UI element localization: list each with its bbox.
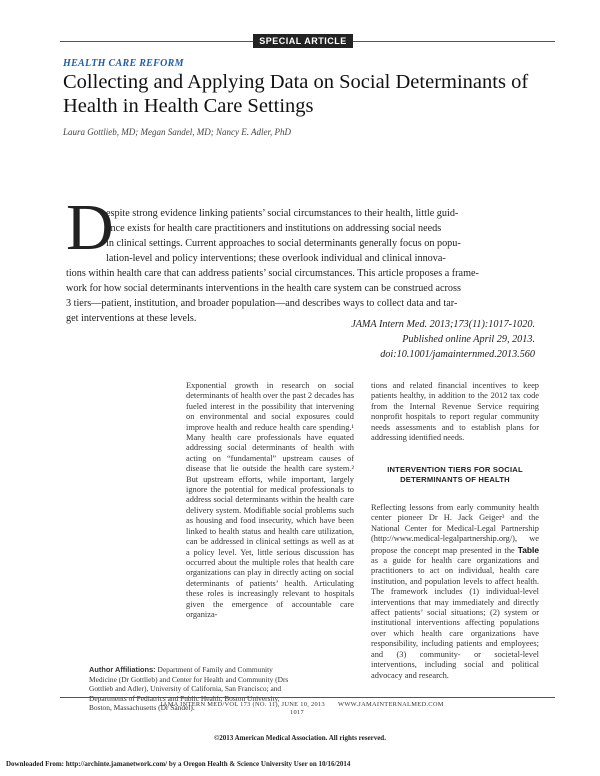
download-notice: Downloaded From: http://archinte.jamanetwork.com/ by a Oregon Health & Science University User on 10/16/2014: [6, 760, 351, 768]
article-type-banner: SPECIAL ARTICLE: [253, 34, 353, 48]
body-paragraph: Exponential growth in research on social determinants of health over the past 2 decades has fueled interest in the possibility that intervening on environmental and social exposures could improve health and reduce health care spending.¹ Many health care professionals have equated addressing social determinants of health with acting on “fundamental” upstream causes of disease that lie outside the health care system.² But upstream efforts, while important, largely ignore the potential for medical professionals to address social determinants within the health care delivery system. Modifiable social problems such as housing and food insecurity, which have been linked to health status and health care utilization, can be addressed in clinical settings as well as at a policy level. Yet, little serious discussion has occurred about the multiple roles that health care organizations can play in directly acting on social determinants of patients’ health. Articulating these roles is increasingly relevant to hospitals given the emergence of accountable care organiza-: [186, 381, 354, 619]
affiliations-text: Department of Family and Community Medicine (Dr Gottlieb) and Center for Health and Community (Drs Gottlieb and Adler), University of California, San Francisco; and Departments of Pediatrics and Public Health, Boston University, Boston, Massachusetts (Dr Sandel).: [89, 665, 289, 713]
footer-url[interactable]: WWW.JAMAINTERNALMED.COM: [338, 701, 444, 708]
section-heading: INTERVENTION TIERS FOR SOCIAL DETERMINANTS OF HEALTH: [387, 465, 523, 484]
citation-line: doi:10.1001/jamainternmed.2013.560: [380, 349, 535, 360]
abstract-line: tions within health care that can address patients’ social circumstances. This article proposes a frame-: [66, 268, 479, 279]
abstract-line: work for how social determinants interventions in the health care system can be construed across: [66, 283, 461, 294]
footer-rule: [60, 697, 555, 698]
abstract-line: espite strong evidence linking patients’ social circumstances to their health, little guid-: [106, 208, 459, 219]
page-number: 1017: [290, 709, 304, 716]
citation-line: Published online April 29, 2013.: [402, 334, 535, 345]
footer-journal-info: JAMA INTERN MED/VOL 173 (NO. 11), JUNE 10, 2013: [160, 701, 326, 708]
table-reference-link[interactable]: Table: [517, 544, 539, 555]
abstract-line: lation-level and policy interventions; these overlook individual and clinical innova-: [106, 253, 446, 264]
body-column-1: [186, 381, 354, 620]
body-column-2: [371, 381, 539, 443]
abstract-line: get interventions at these levels.: [66, 313, 197, 324]
body-paragraph: tions and related financial incentives to keep patients healthy, in addition to the 2012 tax code from the Internal Revenue Service requiring nonprofit hospitals to report regular community needs assessments and to establish plans for addressing identified needs.: [371, 381, 539, 443]
body-column-2-continued: [371, 503, 539, 681]
article-title: Collecting and Applying Data on Social Determinants of Health in Health Care Settings: [63, 71, 529, 117]
abstract-line: 3 tiers—patient, institution, and broader population—and describes ways to collect data and tar-: [66, 298, 458, 309]
author-list: Laura Gottlieb, MD; Megan Sandel, MD; Nancy E. Adler, PhD: [63, 127, 292, 137]
abstract-dropcap: D: [66, 191, 114, 264]
affiliations-label: Author Affiliations:: [89, 665, 156, 674]
section-label: HEALTH CARE REFORM: [63, 58, 184, 69]
paragraph-text: Reflecting lessons from early community health center pioneer Dr H. Jack Geiger³ and the National Center for Medical-Legal Partnership (http://www.medical-legalpartnership.org/), we propose the concept map presented in the: [371, 503, 539, 555]
abstract-line: in clinical settings. Current approaches to social determinants generally focus on popu-: [106, 238, 461, 249]
body-paragraph: [371, 503, 539, 681]
paragraph-text: as a guide for health care organizations and practitioners to act on individual, health care institution, and population levels to affect health. The framework includes (1) individual-level interventions that may immediately and directly affect patients’ social situations; (2) system or institutional interventions affecting populations over which health care organizations have responsibility, including patients and employees; and (3) community- or societal-level interventions, including social and political advocacy and research.: [371, 556, 539, 680]
citation-line: JAMA Intern Med. 2013;173(11):1017-1020.: [351, 319, 535, 330]
copyright-notice: ©2013 American Medical Association. All rights reserved.: [214, 734, 386, 742]
abstract-line: ance exists for health care practitioners and institutions on addressing social needs: [106, 223, 442, 234]
